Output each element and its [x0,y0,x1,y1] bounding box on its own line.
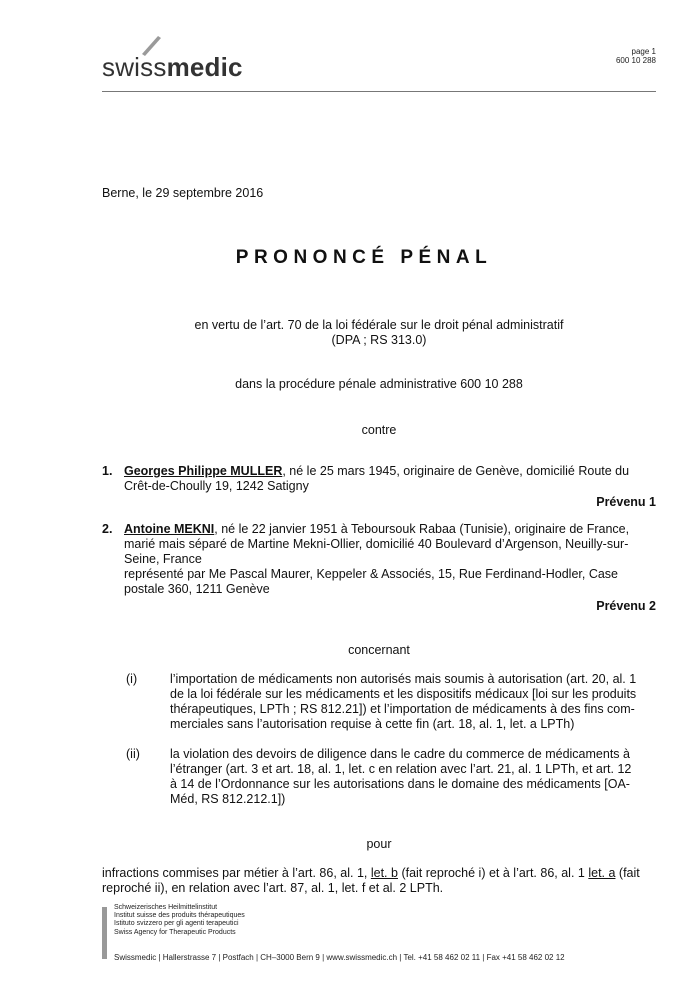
offences-line-2: reproché ii), en relation avec l’art. 87, al. 1, let. f et al. 2 LPTh. [102,881,444,895]
procedure-line: dans la procédure pénale administrative 600 10 288 [235,377,523,391]
date-line: Berne, le 29 septembre 2016 [102,186,264,200]
offences-paragraph [102,866,656,896]
party-1-block [124,464,656,494]
footer-institute: Schweizerisches Heilmittelinstitut Institut suisse des produits thérapeutiques Istituto svizzero per gli agenti terapeutici Swiss Agency for Therapeutic Products [114,904,245,936]
against-label: contre [361,423,397,437]
header-divider [102,91,656,92]
party-2-role: Prévenu 2 [596,599,656,613]
document-title: PRONONCÉ PÉNAL [235,247,493,268]
footer-address: Swissmedic | Hallerstrasse 7 | Postfach | CH–3000 Bern 9 | www.swissmedic.ch | Tel. +41 58 462 02 11 | Fax +41 58 462 02 12 [114,953,565,962]
party-2-line-1: Antoine MEKNI, né le 22 janvier 1951 à Teboursouk Rabaa (Tunisie), originaire de France, [124,522,630,536]
party-1-role: Prévenu 1 [596,495,656,509]
page-number: page 1 [631,47,656,56]
for-label: pour [366,837,392,851]
party-1-name: Georges Philippe MULLER [124,464,283,478]
party-2-line-5: postale 360, 1211 Genève [124,582,270,596]
party-2-line-3: Seine, France [124,552,202,566]
logo-wordmark: swissmedic [102,52,243,82]
swissmedic-logo [102,34,262,84]
charge-ii-numeral: (ii) [126,747,140,761]
link-let-b: let. b [370,866,398,880]
charge-i-text: l’importation de médicaments non autorisés mais soumis à autorisation (art. 20, al. 1 de la loi fédérale sur les médicaments et les dispositifs médicaux [loi sur les produits thérapeutiques, LPTh ; RS 812.21]) et l’importation de médicaments à des fins com- merciales sans l’autorisation requise à cette fin (art. 18, al. 1, let. a LPTh) [170,672,637,731]
legal-basis-line-1: en vertu de l’art. 70 de la loi fédérale sur le droit pénal administratif [194,318,564,332]
page-reference [616,47,656,65]
link-let-a: let. a [588,866,616,880]
party-2-line-2: marié mais séparé de Martine Mekni-Ollier, domicilié 40 Boulevard d’Argenson, Neuilly-sur- [124,537,629,551]
party-1-line-2: Crêt-de-Choully 19, 1242 Satigny [124,479,309,493]
party-2-block [124,522,656,597]
party-2-number: 2. [102,522,113,536]
offences-line-1: infractions commises par métier à l’art. 86, al. 1, let. b (fait reproché i) et à l’art. 86, al. 1 let. a (fait [102,866,640,880]
party-1-number: 1. [102,464,113,478]
footer-bar [102,907,107,959]
charge-i-numeral: (i) [126,672,138,686]
legal-basis-line-2: (DPA ; RS 313.0) [331,333,427,347]
party-1-line-1: Georges Philippe MULLER, né le 25 mars 1945, originaire de Genève, domicilié Route du [124,464,630,478]
concerning-label: concernant [348,643,410,657]
party-2-line-4: représenté par Me Pascal Maurer, Keppeler & Associés, 15, Rue Ferdinand-Hodler, Case [124,567,619,581]
charge-ii-text: la violation des devoirs de diligence dans le cadre du commerce de médicaments à l’étranger (art. 3 et art. 18, al. 1, let. c en relation avec l’art. 21, al. 1 LPTh, et art. 12 à 14 de l’Ordonnance sur les autorisations dans le domaine des médicaments [OA- Méd, RS 812.212.1]) [170,747,632,806]
file-reference: 600 10 288 [615,56,656,65]
party-2-name: Antoine MEKNI [124,522,215,536]
